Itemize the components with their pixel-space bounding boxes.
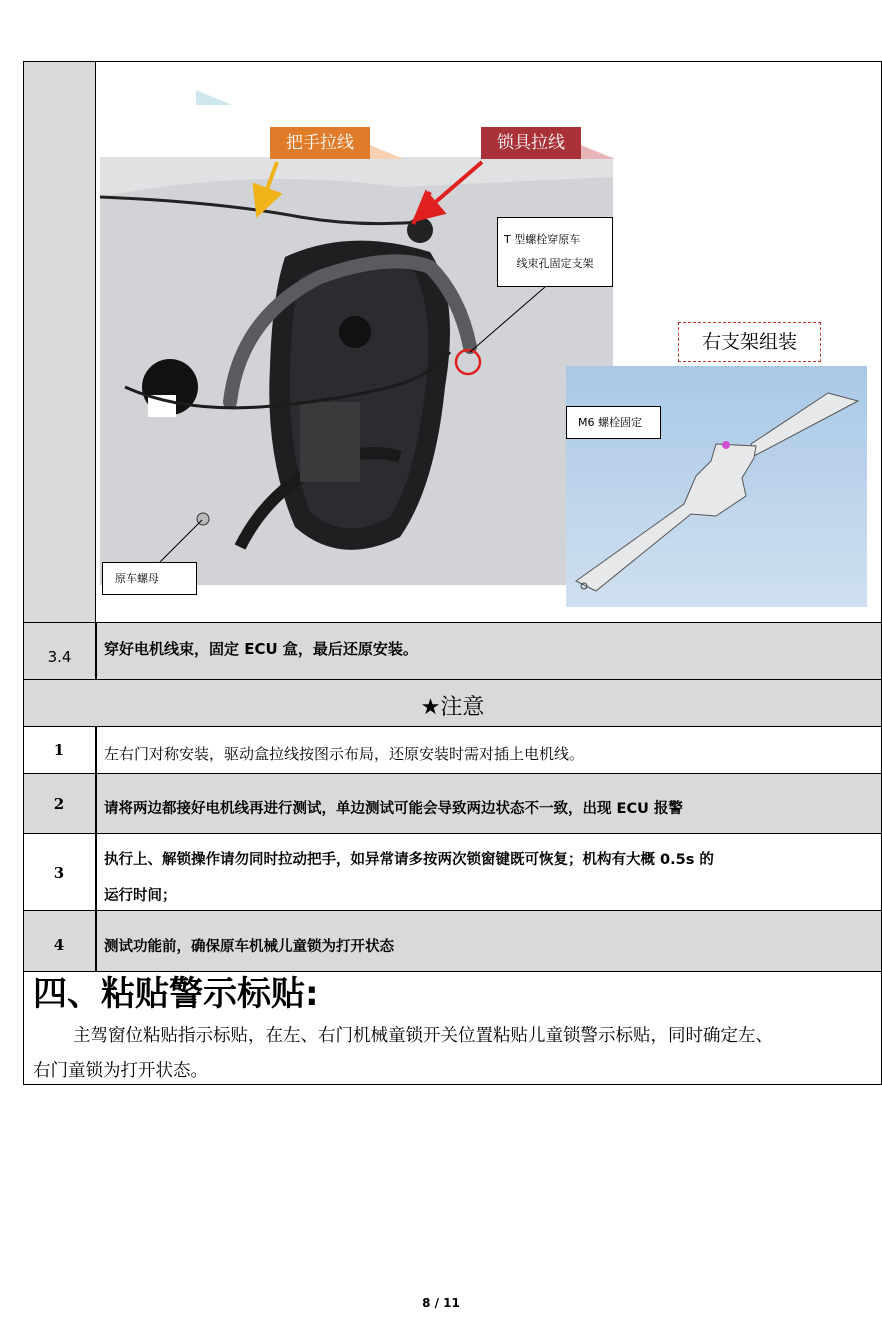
handle-cable-label: 把手拉线 xyxy=(286,133,354,153)
notice-row-4-text: 测试功能前，确保原车机械儿童锁为打开状态 xyxy=(104,939,394,955)
t-bolt-callout xyxy=(497,217,613,287)
section4-heading: 四、粘贴警示标贴: xyxy=(33,974,319,1014)
lock-cable-arrow xyxy=(424,162,482,212)
bracket-drawing xyxy=(566,366,867,607)
notice-row-2-text: 请将两边都接好电机线再进行测试，单边测试可能会导致两边状态不一致，出现 ECU 报警 xyxy=(104,801,683,817)
notice-title: ★注意 xyxy=(420,695,485,720)
original-nut-label: 原车螺母 xyxy=(115,572,159,585)
notice-row-3-text-line2: 运行时间； xyxy=(104,888,177,904)
notice-row-4-divider xyxy=(95,910,97,972)
step-3-4-text: 穿好电机线束，固定 ECU 盒，最后还原安装。 xyxy=(104,640,418,658)
section4-para-line2: 右门童锁为打开状态。 xyxy=(33,1061,208,1081)
m6-bolt-label: M6 螺栓固定 xyxy=(578,416,642,429)
page-number: 8 / 11 xyxy=(422,1296,460,1310)
bracket-assembly-label: 右支架组装 xyxy=(701,331,797,353)
t-bolt-note-line2: 线束孔固定支架 xyxy=(516,257,594,270)
lock-cable-label: 锁具拉线 xyxy=(497,133,565,153)
original-nut-callout xyxy=(102,562,197,595)
notice-row-4-num: 4 xyxy=(53,936,65,954)
notice-row-3-num: 3 xyxy=(53,864,65,882)
t-bolt-note-line1: T 型螺栓穿原车 xyxy=(504,233,581,246)
right-door-label: 右门 xyxy=(112,79,146,99)
step-3-4-divider xyxy=(95,622,97,680)
notice-row-1-text: 左右门对称安装，驱动盒拉线按图示布局，还原安装时需对插上电机线。 xyxy=(104,745,585,763)
t-bolt-leader-line xyxy=(470,287,545,352)
section4-para-line1: 主驾窗位粘贴指示标贴，在左、右门机械童锁开关位置粘贴儿童锁警示标贴，同时确定左、 xyxy=(73,1026,773,1046)
notice-row-2-divider xyxy=(95,773,97,834)
notice-row-1-num: 1 xyxy=(53,741,65,759)
notice-row-3-divider xyxy=(95,833,97,911)
notice-row-2-num: 2 xyxy=(53,795,65,813)
bracket-assembly-box xyxy=(678,322,821,362)
bracket-svg xyxy=(566,366,867,607)
m6-callout xyxy=(566,406,661,439)
notice-row-1-divider xyxy=(95,726,97,774)
notice-row-3-text-line1: 执行上、解锁操作请勿同时拉动把手，如异常请多按两次锁窗键既可恢复；机构有大概 0.5s 的 xyxy=(104,852,714,868)
handle-cable-arrow xyxy=(262,162,277,203)
nut-leader-line xyxy=(160,520,202,562)
step-3-4-number: 3.4 xyxy=(47,648,72,666)
